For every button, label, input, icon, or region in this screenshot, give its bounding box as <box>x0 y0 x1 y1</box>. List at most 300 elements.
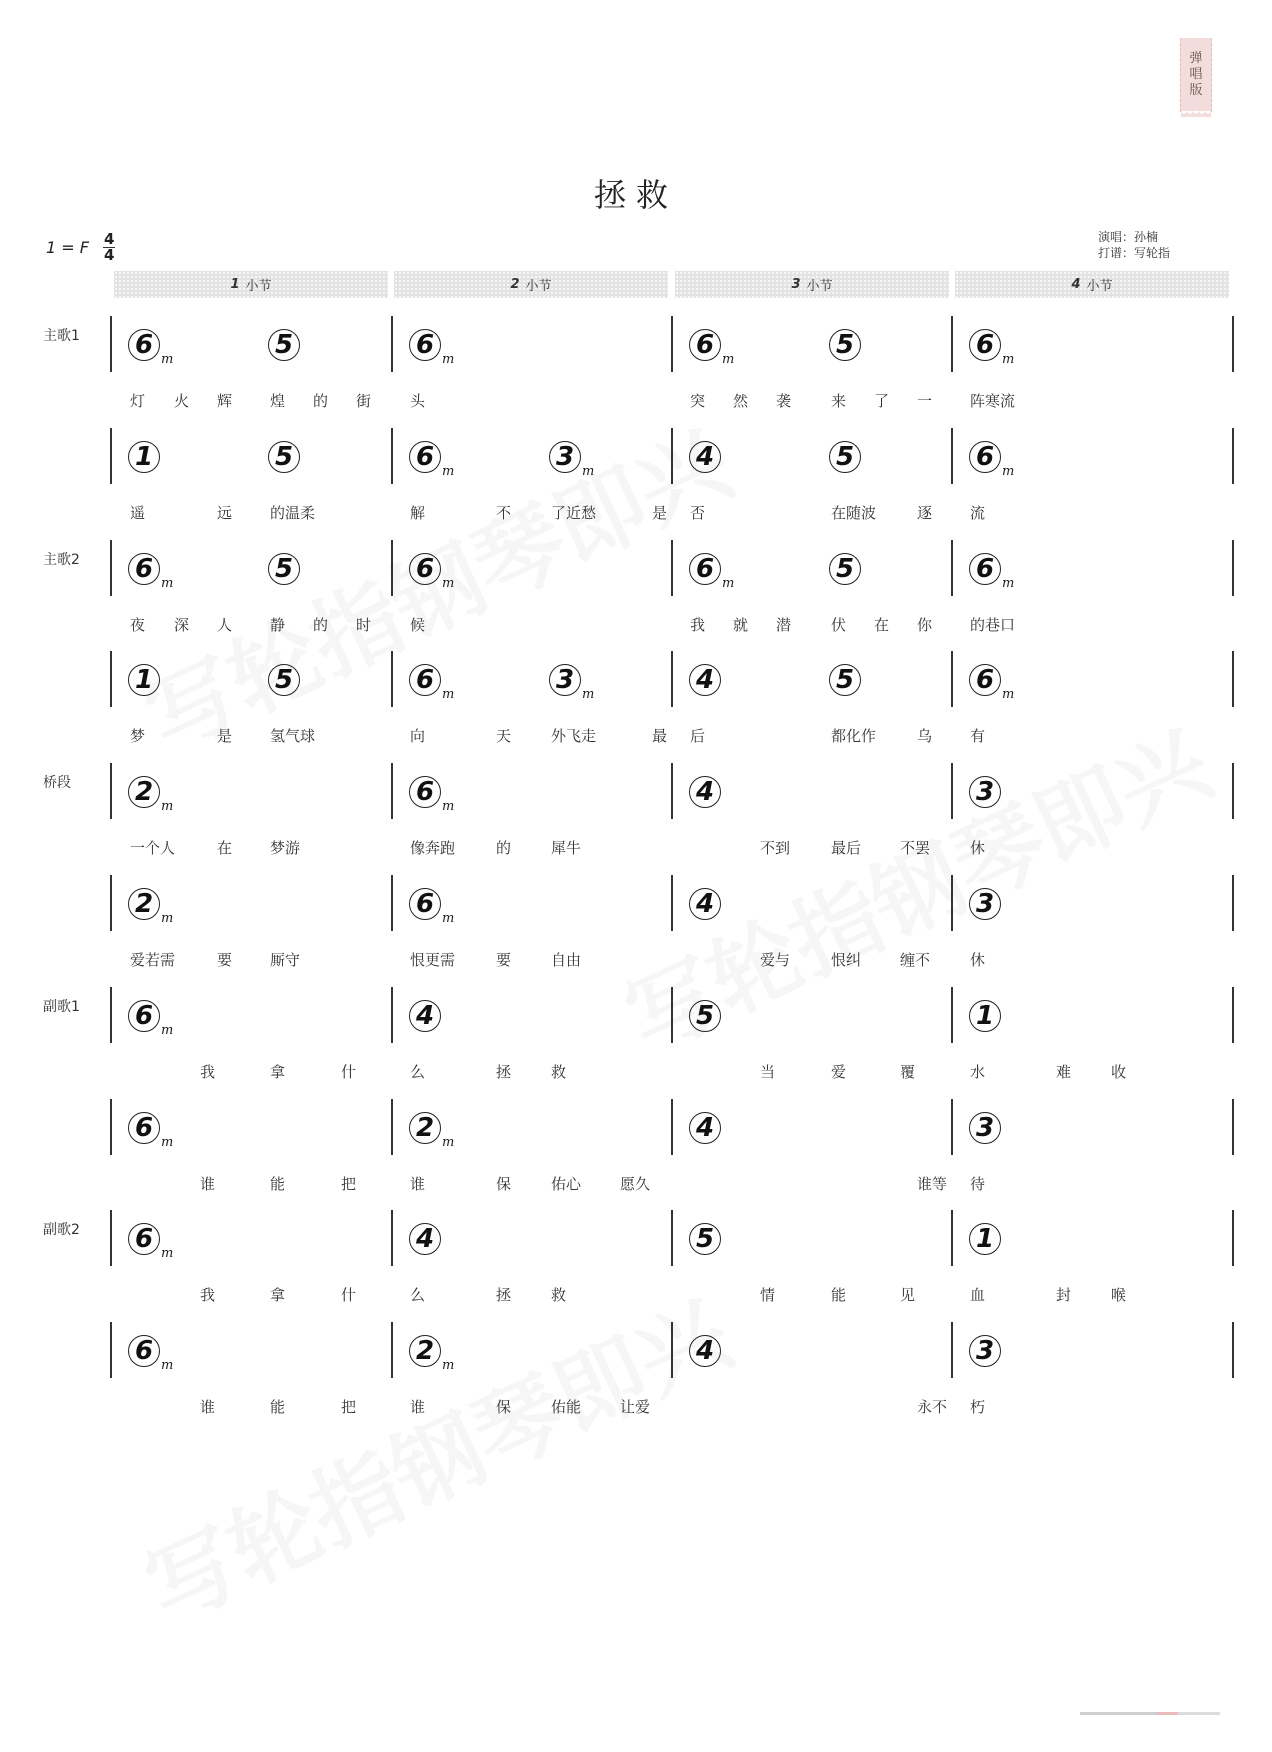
lyric: 像奔跑 <box>410 839 456 858</box>
chord-symbol <box>969 1223 1002 1255</box>
lyric: 喉 <box>1111 1286 1127 1305</box>
barline <box>671 540 673 596</box>
measure-header-4: 4 小节 <box>955 271 1229 298</box>
barline <box>110 651 112 707</box>
chord-symbol <box>969 329 1015 367</box>
chord-quality: m <box>161 352 174 367</box>
chord-symbol <box>689 1112 722 1144</box>
badge-char: 版 <box>1189 83 1203 98</box>
chord-quality: m <box>722 352 735 367</box>
barline <box>1232 316 1234 372</box>
measure-header-2: 2 小节 <box>394 271 668 298</box>
chord-symbol <box>409 329 455 367</box>
barline <box>671 875 673 931</box>
circled-degree-icon: 3 <box>549 664 581 696</box>
chord-symbol <box>689 553 735 591</box>
lyric: 把 <box>341 1398 357 1417</box>
lyric: 然 <box>733 392 749 410</box>
chord-symbol <box>409 1223 442 1255</box>
version-badge <box>1180 38 1212 112</box>
barline <box>671 1210 673 1266</box>
chord-symbol <box>268 553 301 585</box>
barline <box>951 763 953 819</box>
lyric: 什 <box>341 1286 357 1305</box>
lyric: 来 <box>831 392 847 410</box>
lyric: 街 <box>356 392 372 410</box>
lyric: 在随波 <box>831 503 877 522</box>
lyric: 佑能 <box>551 1398 582 1417</box>
chord-quality: m <box>161 1022 174 1038</box>
barline <box>1232 1210 1234 1266</box>
circled-degree-icon: 2 <box>128 888 160 920</box>
barline <box>110 428 112 484</box>
barline <box>110 316 112 372</box>
barline <box>1232 875 1234 931</box>
circled-degree-icon: 4 <box>409 1223 441 1255</box>
lyric: 让爱 <box>620 1398 651 1417</box>
lyric: 在 <box>874 615 890 634</box>
lyric: 的巷口 <box>970 615 1016 634</box>
lyric: 最 <box>652 727 668 746</box>
lyric: 逐 <box>917 503 933 522</box>
section-label: 副歌2 <box>43 1222 80 1239</box>
lyric: 在 <box>217 839 233 858</box>
chord-quality: m <box>442 352 455 367</box>
barline <box>110 1099 112 1155</box>
barline <box>671 763 673 819</box>
chord-quality: m <box>582 463 595 479</box>
circled-degree-icon: 4 <box>409 1000 441 1032</box>
barline <box>1232 540 1234 596</box>
lyric: 犀牛 <box>551 839 582 858</box>
section-label: 主歌2 <box>43 551 80 568</box>
lyric: 辉 <box>217 392 233 410</box>
lyric: 拿 <box>270 1286 286 1305</box>
barline <box>951 651 953 707</box>
barline <box>1232 763 1234 819</box>
chord-symbol <box>689 888 722 920</box>
barline <box>671 1322 673 1378</box>
barline <box>391 875 393 931</box>
circled-degree-icon: 3 <box>969 1335 1001 1367</box>
circled-degree-icon: 5 <box>829 553 861 585</box>
barline <box>1232 428 1234 484</box>
lyric: 谁等 <box>917 1174 948 1193</box>
lyric: 救 <box>551 1286 567 1305</box>
circled-degree-icon: 5 <box>268 664 300 696</box>
barline <box>391 316 393 372</box>
circled-degree-icon: 6 <box>409 888 441 920</box>
circled-degree-icon: 5 <box>268 553 300 585</box>
chord-quality: m <box>442 799 455 815</box>
lyric: 解 <box>410 503 426 522</box>
chord-symbol <box>128 664 161 696</box>
barline <box>951 987 953 1043</box>
barline <box>671 987 673 1043</box>
chord-symbol <box>689 1335 722 1367</box>
barline <box>951 1210 953 1266</box>
lyric: 恨纠 <box>831 951 862 969</box>
chord-quality: m <box>161 575 174 591</box>
circled-degree-icon: 6 <box>409 329 441 361</box>
lyric: 袭 <box>776 392 792 410</box>
lyric: 是 <box>217 727 233 746</box>
chord-quality: m <box>722 575 735 591</box>
score-row <box>0 651 1272 763</box>
circled-degree-icon: 1 <box>969 1223 1001 1255</box>
barline <box>391 428 393 484</box>
key-signature <box>46 232 115 263</box>
circled-degree-icon: 6 <box>128 329 160 361</box>
lyric: 要 <box>217 951 233 969</box>
circled-degree-icon: 6 <box>409 553 441 585</box>
chord-symbol <box>268 441 301 473</box>
song-title: 拯救 <box>593 176 678 214</box>
circled-degree-icon: 6 <box>128 1112 160 1144</box>
lyric: 保 <box>496 1398 512 1417</box>
circled-degree-icon: 6 <box>969 664 1001 696</box>
circled-degree-icon: 6 <box>409 776 441 808</box>
lyric: 厮守 <box>270 951 301 969</box>
lyric: 遥 <box>130 503 146 522</box>
lyric: 爱若需 <box>130 951 176 969</box>
lyric: 外飞走 <box>551 727 597 746</box>
chord-symbol <box>829 664 862 696</box>
chord-symbol <box>689 664 722 696</box>
barline <box>1232 1099 1234 1155</box>
lyric: 是 <box>652 503 668 522</box>
circled-degree-icon: 4 <box>689 664 721 696</box>
lyric: 最后 <box>831 839 862 858</box>
lyric: 我 <box>200 1286 216 1305</box>
circled-degree-icon: 6 <box>969 441 1001 473</box>
chord-symbol <box>689 776 722 808</box>
barline <box>951 875 953 931</box>
lyric: 我 <box>690 615 706 634</box>
chord-symbol <box>409 664 455 703</box>
time-signature <box>103 232 115 263</box>
circled-degree-icon: 6 <box>409 664 441 696</box>
lyric: 夜 <box>130 615 146 634</box>
circled-degree-icon: 1 <box>128 441 160 473</box>
chord-symbol <box>689 1223 722 1255</box>
circled-degree-icon: 6 <box>409 441 441 473</box>
circled-degree-icon: 6 <box>689 553 721 585</box>
lyric: 向 <box>410 727 426 746</box>
circled-degree-icon: 2 <box>409 1335 441 1367</box>
lyric: 伏 <box>831 615 847 634</box>
lyric: 潜 <box>776 615 792 634</box>
section-label: 桥段 <box>43 775 71 792</box>
lyric: 么 <box>410 1286 426 1305</box>
chord-quality: m <box>161 799 174 815</box>
lyric: 谁 <box>200 1398 216 1417</box>
badge-char: 弹 <box>1189 51 1203 66</box>
lyric: 恨更需 <box>410 951 456 969</box>
lyric: 休 <box>970 839 986 858</box>
lyric: 天 <box>496 727 512 746</box>
score-row <box>0 1099 1272 1211</box>
measure-header-3: 3 小节 <box>675 271 949 298</box>
lyric: 氢气球 <box>270 727 316 746</box>
score-row <box>0 540 1272 652</box>
chord-quality: m <box>161 911 174 926</box>
circled-degree-icon: 6 <box>969 553 1001 585</box>
score-row <box>0 763 1272 875</box>
chord-quality: m <box>442 687 455 703</box>
chord-symbol <box>128 441 161 473</box>
chord-symbol <box>549 441 595 479</box>
lyric: 救 <box>551 1062 567 1081</box>
chord-quality: m <box>161 1134 174 1150</box>
circled-degree-icon: 4 <box>689 1112 721 1144</box>
barline <box>1232 987 1234 1043</box>
barline <box>110 763 112 819</box>
chord-symbol <box>128 1000 174 1038</box>
lyric: 拯 <box>496 1062 512 1081</box>
chord-quality: m <box>161 1246 174 1262</box>
lyric: 的 <box>496 839 512 858</box>
lyric: 谁 <box>410 1174 426 1193</box>
lyric: 要 <box>496 951 512 969</box>
lyric: 拿 <box>270 1062 286 1081</box>
chord-symbol <box>829 441 862 473</box>
circled-degree-icon: 5 <box>829 664 861 696</box>
chord-symbol <box>969 776 1002 808</box>
barline <box>671 428 673 484</box>
barline <box>391 1210 393 1266</box>
barline <box>110 1210 112 1266</box>
lyric: 爱 <box>831 1062 847 1081</box>
lyric: 的 <box>313 615 329 634</box>
time-top: 4 <box>103 230 115 248</box>
chord-symbol <box>128 1335 174 1374</box>
chord-quality: m <box>1002 352 1015 367</box>
lyric: 远 <box>217 503 233 522</box>
circled-degree-icon: 6 <box>969 329 1001 361</box>
chord-symbol <box>128 329 174 367</box>
singer-credit: 演唱：孙楠 <box>1098 230 1159 244</box>
chord-symbol <box>409 1335 455 1374</box>
lyric: 人 <box>217 615 233 634</box>
lyric: 收 <box>1111 1062 1127 1081</box>
circled-degree-icon: 6 <box>128 1000 160 1032</box>
circled-degree-icon: 2 <box>128 776 160 808</box>
lyric: 了近愁 <box>551 503 597 522</box>
lyric: 么 <box>410 1062 426 1081</box>
circled-degree-icon: 1 <box>969 1000 1001 1032</box>
score-row <box>0 316 1272 428</box>
circled-degree-icon: 6 <box>128 1335 160 1367</box>
chord-quality: m <box>1002 463 1015 479</box>
barline <box>391 763 393 819</box>
lyric: 永不 <box>917 1398 948 1417</box>
lyric: 头 <box>410 392 426 410</box>
lyric: 乌 <box>917 727 933 746</box>
chord-symbol <box>969 1112 1002 1144</box>
lyric: 缠不 <box>900 951 931 969</box>
lyric: 爱与 <box>760 951 791 969</box>
lyric: 煌 <box>270 392 286 410</box>
chord-symbol <box>409 553 455 591</box>
barline <box>951 316 953 372</box>
chord-quality: m <box>442 911 455 926</box>
lyric: 不到 <box>760 839 791 858</box>
lyric: 保 <box>496 1174 512 1193</box>
score-row <box>0 987 1272 1099</box>
chord-symbol <box>829 329 862 361</box>
lyric: 水 <box>970 1062 986 1081</box>
lyric: 否 <box>690 503 706 522</box>
lyric: 都化作 <box>831 727 877 746</box>
lyric: 愿久 <box>620 1174 651 1193</box>
circled-degree-icon: 3 <box>549 441 581 473</box>
lyric: 了 <box>874 392 890 410</box>
lyric: 谁 <box>200 1174 216 1193</box>
chord-symbol <box>409 1112 455 1150</box>
chord-symbol <box>969 1000 1002 1032</box>
lyric: 朽 <box>970 1398 986 1417</box>
chord-symbol <box>689 441 722 473</box>
lyric: 就 <box>733 615 749 634</box>
lyric: 的温柔 <box>270 503 316 522</box>
lyric: 你 <box>917 615 933 634</box>
lyric: 能 <box>270 1174 286 1193</box>
lyric: 梦游 <box>270 839 301 858</box>
lyric: 覆 <box>900 1062 916 1081</box>
barline <box>391 651 393 707</box>
barline <box>671 316 673 372</box>
barline <box>110 987 112 1043</box>
lyric: 佑心 <box>551 1174 582 1193</box>
barline <box>391 1099 393 1155</box>
lyric: 灯 <box>130 392 146 410</box>
lyric: 能 <box>270 1398 286 1417</box>
barline <box>951 1322 953 1378</box>
circled-degree-icon: 6 <box>689 329 721 361</box>
lyric: 休 <box>970 951 986 969</box>
chord-symbol <box>409 1000 442 1032</box>
circled-degree-icon: 4 <box>689 776 721 808</box>
chord-quality: m <box>1002 575 1015 591</box>
barline <box>391 540 393 596</box>
key-tonic: 1 = F <box>46 238 89 257</box>
chord-symbol <box>689 329 735 367</box>
chord-symbol <box>128 1223 174 1262</box>
lyric: 谁 <box>410 1398 426 1417</box>
chord-symbol <box>409 888 455 926</box>
barline <box>951 1099 953 1155</box>
chord-quality: m <box>442 463 455 479</box>
lyric: 后 <box>690 727 706 746</box>
lyric: 静 <box>270 615 286 634</box>
lyric: 时 <box>356 615 372 634</box>
lyric: 当 <box>760 1062 776 1081</box>
chord-symbol <box>128 553 174 591</box>
chord-symbol <box>969 664 1015 703</box>
chord-quality: m <box>582 687 595 703</box>
chord-symbol <box>409 441 455 479</box>
score-row <box>0 428 1272 540</box>
lyric: 阵寒流 <box>970 392 1016 410</box>
badge-char: 唱 <box>1189 67 1203 82</box>
barline <box>951 540 953 596</box>
measure-header-1: 1 小节 <box>114 271 388 298</box>
lyric: 不 <box>496 503 512 522</box>
lyric: 不罢 <box>900 839 931 858</box>
circled-degree-icon: 3 <box>969 776 1001 808</box>
chord-symbol <box>268 664 301 696</box>
lyric: 突 <box>690 392 706 410</box>
chord-symbol <box>969 1335 1002 1367</box>
lyric: 梦 <box>130 727 146 746</box>
lyric: 血 <box>970 1286 986 1305</box>
chord-quality: m <box>442 1358 455 1374</box>
transcriber-credit: 打谱：写轮指 <box>1098 246 1171 260</box>
circled-degree-icon: 5 <box>268 441 300 473</box>
chord-quality: m <box>161 1358 174 1374</box>
chord-symbol <box>128 776 174 815</box>
circled-degree-icon: 5 <box>689 1000 721 1032</box>
lyric: 流 <box>970 503 986 522</box>
lyric: 的 <box>313 392 329 410</box>
chord-symbol <box>268 329 301 361</box>
circled-degree-icon: 3 <box>969 1112 1001 1144</box>
lyric: 拯 <box>496 1286 512 1305</box>
chord-symbol <box>689 1000 722 1032</box>
barline <box>391 987 393 1043</box>
chord-quality: m <box>442 575 455 591</box>
lyric: 一 <box>917 392 933 410</box>
lyric: 能 <box>831 1286 847 1305</box>
lyric: 一个人 <box>130 839 176 858</box>
lyric: 情 <box>760 1286 776 1305</box>
circled-degree-icon: 1 <box>128 664 160 696</box>
section-label: 主歌1 <box>43 328 80 344</box>
lyric: 难 <box>1056 1062 1072 1081</box>
lyric: 自由 <box>551 951 582 969</box>
circled-degree-icon: 6 <box>128 553 160 585</box>
circled-degree-icon: 4 <box>689 1335 721 1367</box>
lyric: 我 <box>200 1062 216 1081</box>
circled-degree-icon: 5 <box>268 329 300 361</box>
lyric: 火 <box>174 392 190 410</box>
barline <box>951 428 953 484</box>
chord-symbol <box>969 441 1015 479</box>
lyric: 有 <box>970 727 986 746</box>
circled-degree-icon: 2 <box>409 1112 441 1144</box>
barline <box>1232 651 1234 707</box>
footer-mark <box>1080 1712 1220 1715</box>
circled-degree-icon: 5 <box>689 1223 721 1255</box>
chord-symbol <box>969 553 1015 591</box>
lyric: 封 <box>1056 1286 1072 1305</box>
lyric: 待 <box>970 1174 986 1193</box>
section-label: 副歌1 <box>43 998 80 1015</box>
circled-degree-icon: 5 <box>829 329 861 361</box>
circled-degree-icon: 5 <box>829 441 861 473</box>
credits <box>1098 229 1170 261</box>
chord-symbol <box>549 664 595 703</box>
barline <box>671 1099 673 1155</box>
score-row <box>0 1210 1272 1322</box>
lyric: 候 <box>410 615 426 634</box>
circled-degree-icon: 4 <box>689 441 721 473</box>
barline <box>110 875 112 931</box>
score-row <box>0 1322 1272 1434</box>
chord-symbol <box>969 888 1002 920</box>
circled-degree-icon: 3 <box>969 888 1001 920</box>
